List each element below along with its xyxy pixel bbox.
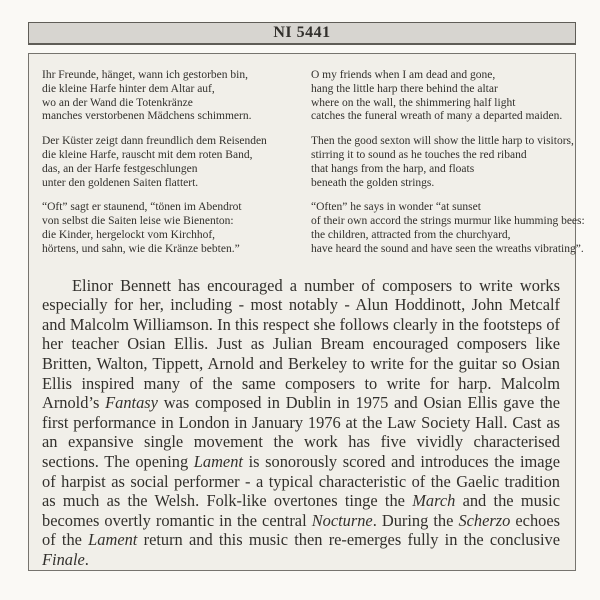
- poem-line: wo an der Wand die Totenkränze: [42, 96, 193, 109]
- poem-line: O my friends when I am dead and gone,: [311, 69, 496, 81]
- essay-text: return and this music then re-emerges fully in the conclusive: [137, 530, 560, 550]
- work-title: March: [412, 491, 456, 511]
- poem-line: manches verstorbenen Mädchens schimmern.: [42, 110, 252, 123]
- poem-line: Ihr Freunde, hänget, wann ich gestorben bin,: [42, 69, 248, 81]
- essay-text: is sonorously scored and introduces the image of harpist as social performer - a typical characteristic of the Gaelic tradition as much as the Welsh. Folk-like overtones tinge the: [42, 451, 561, 511]
- poem-line: die Kinder, hergelockt vom Kirchhof,: [42, 228, 216, 241]
- poem-stanza: [42, 201, 310, 256]
- poem-line: das, an der Harfe festgeschlungen: [42, 162, 198, 175]
- poem-line: “Oft” sagt er staunend, “tönen im Abendrot: [42, 201, 242, 214]
- poem-section: [42, 69, 585, 268]
- poem-line: Der Küster zeigt dann freundlich dem Reisenden: [42, 135, 267, 148]
- essay-paragraph: [42, 276, 560, 570]
- poem-line: have heard the sound and have seen the wreaths vibrating”.: [311, 242, 584, 255]
- essay-text: .: [84, 549, 89, 569]
- poem-line: where on the wall, the shimmering half light: [311, 96, 516, 109]
- essay-text: echoes of the: [42, 510, 560, 550]
- poem-line: “Often” he says in wonder “at sunset: [311, 201, 481, 214]
- poem-line: of their own accord the strings murmur like humming bees:: [311, 215, 585, 228]
- work-title: Scherzo: [458, 510, 511, 530]
- poem-line: die kleine Harfe, rauscht mit dem roten Band,: [42, 148, 253, 161]
- essay-text: . During the: [372, 510, 459, 530]
- poem-stanza: [311, 201, 585, 256]
- poem-german-column: [42, 69, 310, 268]
- poem-line: the children, attracted from the churchyard,: [311, 228, 511, 241]
- essay-text: was composed in Dublin in 1975 and Osian Ellis gave the first performance in London in January 1976 at the Law Society Hall. Cast as an expansive single movement the work has five vividly characterised sections. The opening: [42, 393, 560, 471]
- work-title: Lament: [193, 451, 243, 471]
- poem-line: die kleine Harfe hinter dem Altar auf,: [42, 82, 215, 95]
- work-title: Nocturne: [311, 510, 373, 530]
- poem-line: unter den goldenen Saiten flattert.: [42, 176, 199, 189]
- poem-line: that hangs from the harp, and floats: [311, 162, 475, 175]
- poem-stanza: [42, 69, 310, 124]
- poem-line: hörtens, und sahn, wie die Kränze bebten.”: [42, 242, 240, 255]
- poem-english-column: [311, 69, 585, 268]
- poem-line: stirring it to sound as he touches the red riband: [311, 148, 527, 161]
- poem-line: Then the good sexton will show the little harp to visitors,: [311, 135, 574, 148]
- booklet-panel: [28, 53, 585, 571]
- poem-line: hang the little harp there behind the altar: [311, 82, 498, 95]
- catalog-number: NI 5441: [273, 24, 331, 41]
- poem-stanza: [311, 69, 561, 124]
- poem-line: beneath the golden strings.: [311, 176, 435, 189]
- essay-text: and the music becomes overtly romantic in the central: [42, 491, 560, 530]
- poem-stanza: [42, 135, 310, 190]
- catalog-number-bar: [28, 22, 576, 45]
- poem-stanza: [311, 135, 574, 190]
- essay-text: Elinor Bennett has encouraged a number of composers to write works especially for her, including - most notably - Alun Hoddinott, John Metcalf and Malcolm Williamson. In this respect she follows clearly in the footsteps of her teacher Osian Ellis. Just as Julian Bream encouraged composers like Britten, Walton, Tippett, Arnold and Berkeley to write for the guitar so Osian Ellis inspired many of the same composers to write for harp. Malcolm Arnold’s: [42, 275, 560, 413]
- poem-line: von selbst die Saiten leise wie Bienenton:: [42, 215, 234, 228]
- poem-line: catches the funeral wreath of many a departed maiden.: [311, 110, 563, 123]
- work-title: Lament: [88, 530, 138, 550]
- work-title: Fantasy: [105, 393, 158, 413]
- work-title: Finale: [42, 549, 85, 569]
